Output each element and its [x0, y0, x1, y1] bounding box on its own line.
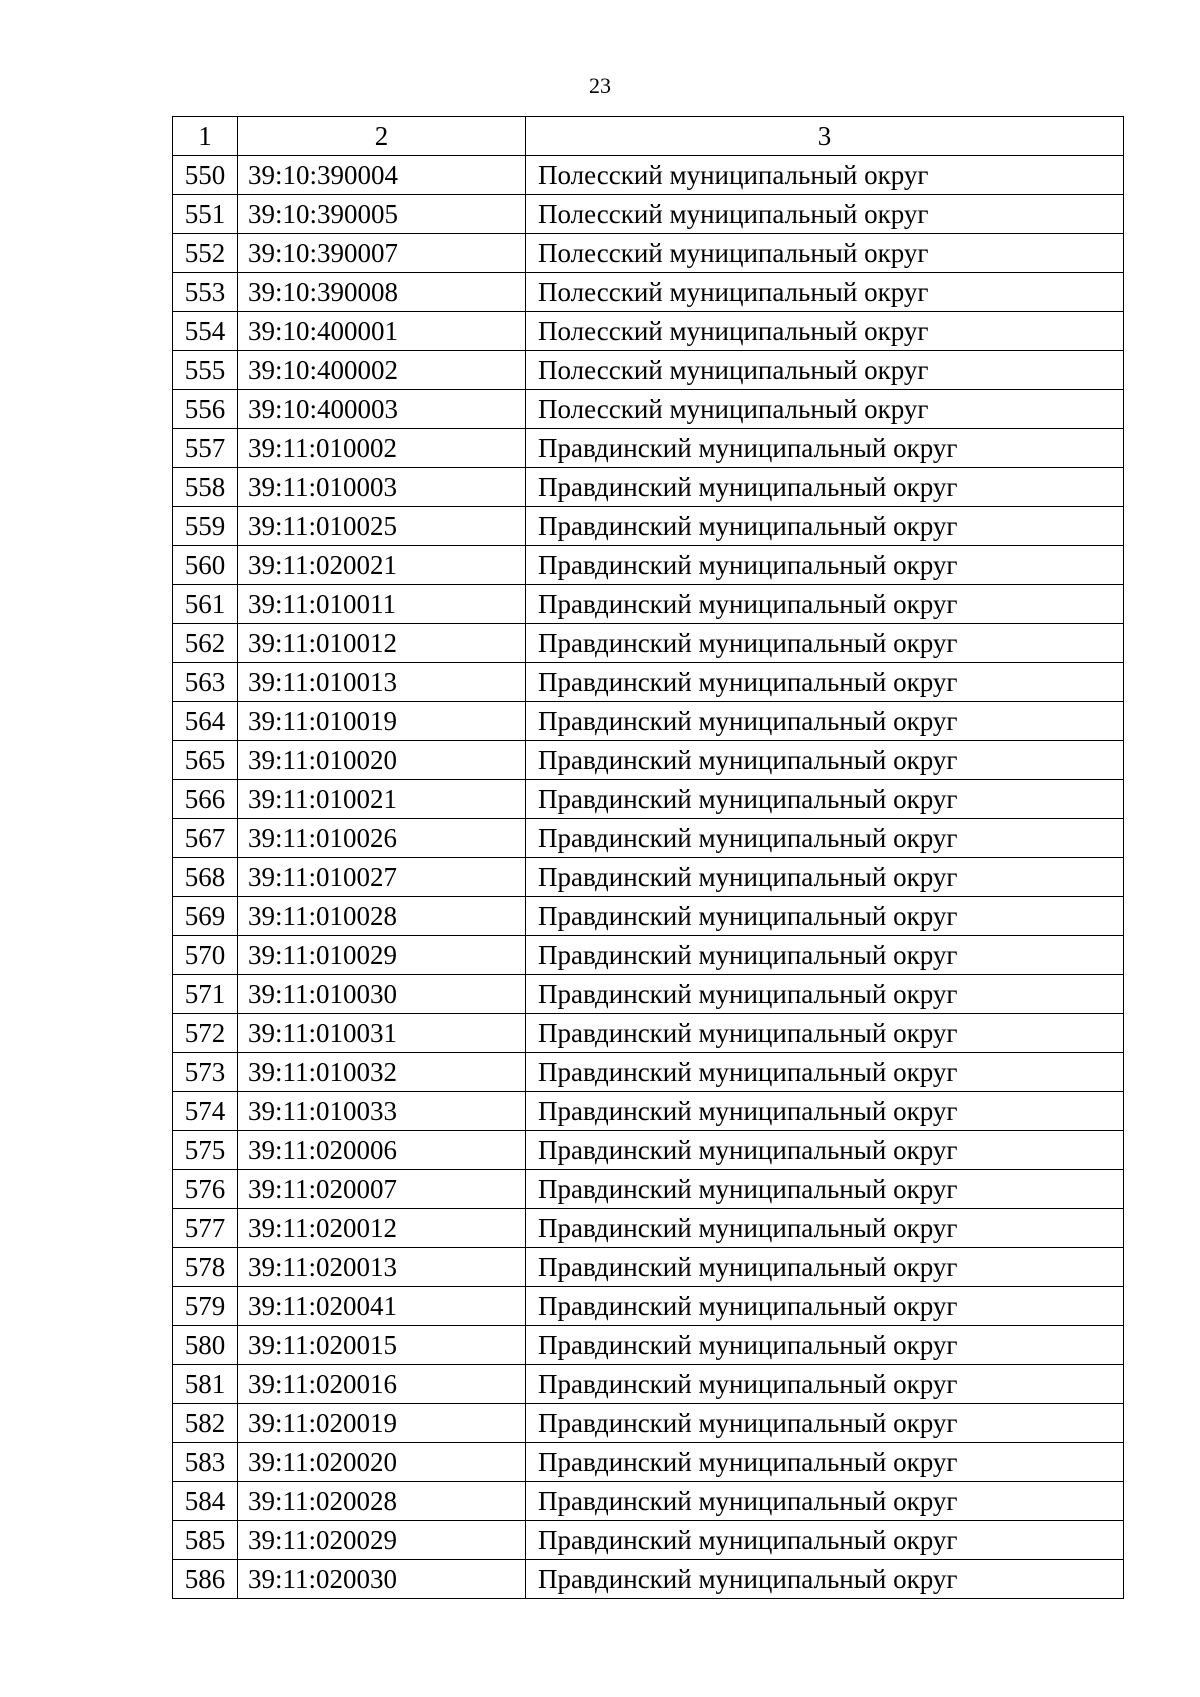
cadastral-code: 39:11:020019 — [238, 1404, 526, 1443]
row-number: 570 — [173, 936, 238, 975]
row-number: 577 — [173, 1209, 238, 1248]
cadastral-code: 39:11:010002 — [238, 429, 526, 468]
municipality-name: Правдинский муниципальный округ — [526, 1287, 1124, 1326]
table-row — [173, 1404, 1124, 1443]
table-row — [173, 390, 1124, 429]
table-row — [173, 1482, 1124, 1521]
cadastral-code: 39:10:390007 — [238, 234, 526, 273]
municipality-name: Правдинский муниципальный округ — [526, 1404, 1124, 1443]
cadastral-code: 39:10:390008 — [238, 273, 526, 312]
cadastral-code: 39:11:010033 — [238, 1092, 526, 1131]
municipality-name: Правдинский муниципальный округ — [526, 897, 1124, 936]
municipality-name: Правдинский муниципальный округ — [526, 1209, 1124, 1248]
cadastral-code: 39:11:010011 — [238, 585, 526, 624]
cadastral-code: 39:11:010032 — [238, 1053, 526, 1092]
table-row — [173, 1287, 1124, 1326]
table-row — [173, 741, 1124, 780]
header-col-3: 3 — [526, 117, 1124, 156]
municipality-name: Правдинский муниципальный округ — [526, 975, 1124, 1014]
table-row — [173, 585, 1124, 624]
cadastral-code: 39:10:400001 — [238, 312, 526, 351]
table-row — [173, 819, 1124, 858]
table-row — [173, 1443, 1124, 1482]
municipality-name: Полесский муниципальный округ — [526, 390, 1124, 429]
cadastral-code: 39:11:010013 — [238, 663, 526, 702]
row-number: 583 — [173, 1443, 238, 1482]
row-number: 559 — [173, 507, 238, 546]
table-row — [173, 1131, 1124, 1170]
cadastral-code: 39:11:020028 — [238, 1482, 526, 1521]
cadastral-code: 39:11:010012 — [238, 624, 526, 663]
table-row — [173, 273, 1124, 312]
cadastral-code: 39:11:020016 — [238, 1365, 526, 1404]
table-row — [173, 429, 1124, 468]
table-row — [173, 1521, 1124, 1560]
table-row — [173, 312, 1124, 351]
cadastral-code: 39:11:020021 — [238, 546, 526, 585]
municipality-name: Правдинский муниципальный округ — [526, 1560, 1124, 1599]
cadastral-code: 39:11:010020 — [238, 741, 526, 780]
row-number: 576 — [173, 1170, 238, 1209]
header-col-1: 1 — [173, 117, 238, 156]
row-number: 562 — [173, 624, 238, 663]
table-row — [173, 1365, 1124, 1404]
cadastral-code: 39:11:010021 — [238, 780, 526, 819]
municipality-name: Правдинский муниципальный округ — [526, 1092, 1124, 1131]
row-number: 573 — [173, 1053, 238, 1092]
table-row — [173, 468, 1124, 507]
table-row — [173, 546, 1124, 585]
cadastral-code: 39:11:020013 — [238, 1248, 526, 1287]
table-row — [173, 1092, 1124, 1131]
table-row — [173, 1014, 1124, 1053]
cadastral-code: 39:11:010028 — [238, 897, 526, 936]
municipality-name: Правдинский муниципальный округ — [526, 819, 1124, 858]
cadastral-code: 39:11:010029 — [238, 936, 526, 975]
municipality-name: Полесский муниципальный округ — [526, 351, 1124, 390]
table-body — [173, 156, 1124, 1599]
municipality-name: Правдинский муниципальный округ — [526, 1443, 1124, 1482]
municipality-name: Правдинский муниципальный округ — [526, 1521, 1124, 1560]
municipality-name: Правдинский муниципальный округ — [526, 858, 1124, 897]
municipality-name: Правдинский муниципальный округ — [526, 1482, 1124, 1521]
table-row — [173, 234, 1124, 273]
table-row — [173, 507, 1124, 546]
table-row — [173, 858, 1124, 897]
row-number: 575 — [173, 1131, 238, 1170]
municipality-name: Правдинский муниципальный округ — [526, 429, 1124, 468]
municipality-name: Правдинский муниципальный округ — [526, 1131, 1124, 1170]
row-number: 565 — [173, 741, 238, 780]
cadastral-code: 39:11:020015 — [238, 1326, 526, 1365]
row-number: 578 — [173, 1248, 238, 1287]
cadastral-code: 39:11:020012 — [238, 1209, 526, 1248]
table-row — [173, 1209, 1124, 1248]
cadastral-code: 39:11:020041 — [238, 1287, 526, 1326]
table-row — [173, 195, 1124, 234]
cadastral-table — [172, 116, 1124, 1599]
row-number: 569 — [173, 897, 238, 936]
cadastral-code: 39:10:400002 — [238, 351, 526, 390]
cadastral-code: 39:10:390004 — [238, 156, 526, 195]
municipality-name: Правдинский муниципальный округ — [526, 585, 1124, 624]
row-number: 572 — [173, 1014, 238, 1053]
municipality-name: Полесский муниципальный округ — [526, 156, 1124, 195]
table-row — [173, 975, 1124, 1014]
cadastral-code: 39:11:010031 — [238, 1014, 526, 1053]
row-number: 586 — [173, 1560, 238, 1599]
table-row — [173, 897, 1124, 936]
cadastral-code: 39:11:020030 — [238, 1560, 526, 1599]
row-number: 555 — [173, 351, 238, 390]
cadastral-code: 39:10:400003 — [238, 390, 526, 429]
row-number: 563 — [173, 663, 238, 702]
cadastral-code: 39:11:010003 — [238, 468, 526, 507]
page-number: 23 — [589, 73, 611, 98]
row-number: 574 — [173, 1092, 238, 1131]
table-row — [173, 1170, 1124, 1209]
cadastral-code: 39:11:020029 — [238, 1521, 526, 1560]
row-number: 585 — [173, 1521, 238, 1560]
municipality-name: Правдинский муниципальный округ — [526, 702, 1124, 741]
row-number: 552 — [173, 234, 238, 273]
table-header — [173, 117, 1124, 156]
row-number: 557 — [173, 429, 238, 468]
cadastral-code: 39:11:010025 — [238, 507, 526, 546]
municipality-name: Правдинский муниципальный округ — [526, 1170, 1124, 1209]
row-number: 550 — [173, 156, 238, 195]
table-row — [173, 936, 1124, 975]
row-number: 551 — [173, 195, 238, 234]
table-row — [173, 663, 1124, 702]
row-number: 566 — [173, 780, 238, 819]
row-number: 580 — [173, 1326, 238, 1365]
cadastral-code: 39:11:020020 — [238, 1443, 526, 1482]
table-row — [173, 1248, 1124, 1287]
header-row — [173, 117, 1124, 156]
table-row — [173, 1326, 1124, 1365]
municipality-name: Правдинский муниципальный округ — [526, 1053, 1124, 1092]
municipality-name: Правдинский муниципальный округ — [526, 468, 1124, 507]
municipality-name: Правдинский муниципальный округ — [526, 507, 1124, 546]
cadastral-code: 39:11:010027 — [238, 858, 526, 897]
table-row — [173, 702, 1124, 741]
table-row — [173, 780, 1124, 819]
municipality-name: Полесский муниципальный округ — [526, 312, 1124, 351]
table-row — [173, 156, 1124, 195]
table-row — [173, 624, 1124, 663]
municipality-name: Правдинский муниципальный округ — [526, 663, 1124, 702]
cadastral-code: 39:10:390005 — [238, 195, 526, 234]
row-number: 560 — [173, 546, 238, 585]
municipality-name: Правдинский муниципальный округ — [526, 1014, 1124, 1053]
header-col-2: 2 — [238, 117, 526, 156]
table-row — [173, 1053, 1124, 1092]
municipality-name: Правдинский муниципальный округ — [526, 936, 1124, 975]
row-number: 571 — [173, 975, 238, 1014]
cadastral-code: 39:11:010026 — [238, 819, 526, 858]
municipality-name: Правдинский муниципальный округ — [526, 624, 1124, 663]
cadastral-code: 39:11:010030 — [238, 975, 526, 1014]
row-number: 582 — [173, 1404, 238, 1443]
municipality-name: Правдинский муниципальный округ — [526, 1326, 1124, 1365]
table-row — [173, 1560, 1124, 1599]
row-number: 584 — [173, 1482, 238, 1521]
municipality-name: Правдинский муниципальный округ — [526, 780, 1124, 819]
row-number: 558 — [173, 468, 238, 507]
row-number: 564 — [173, 702, 238, 741]
cadastral-code: 39:11:010019 — [238, 702, 526, 741]
row-number: 567 — [173, 819, 238, 858]
municipality-name: Полесский муниципальный округ — [526, 234, 1124, 273]
municipality-name: Правдинский муниципальный округ — [526, 741, 1124, 780]
row-number: 556 — [173, 390, 238, 429]
row-number: 579 — [173, 1287, 238, 1326]
cadastral-code: 39:11:020006 — [238, 1131, 526, 1170]
row-number: 554 — [173, 312, 238, 351]
row-number: 561 — [173, 585, 238, 624]
municipality-name: Правдинский муниципальный округ — [526, 1365, 1124, 1404]
municipality-name: Полесский муниципальный округ — [526, 195, 1124, 234]
row-number: 553 — [173, 273, 238, 312]
municipality-name: Полесский муниципальный округ — [526, 273, 1124, 312]
table-row — [173, 351, 1124, 390]
row-number: 581 — [173, 1365, 238, 1404]
municipality-name: Правдинский муниципальный округ — [526, 546, 1124, 585]
cadastral-code: 39:11:020007 — [238, 1170, 526, 1209]
municipality-name: Правдинский муниципальный округ — [526, 1248, 1124, 1287]
row-number: 568 — [173, 858, 238, 897]
